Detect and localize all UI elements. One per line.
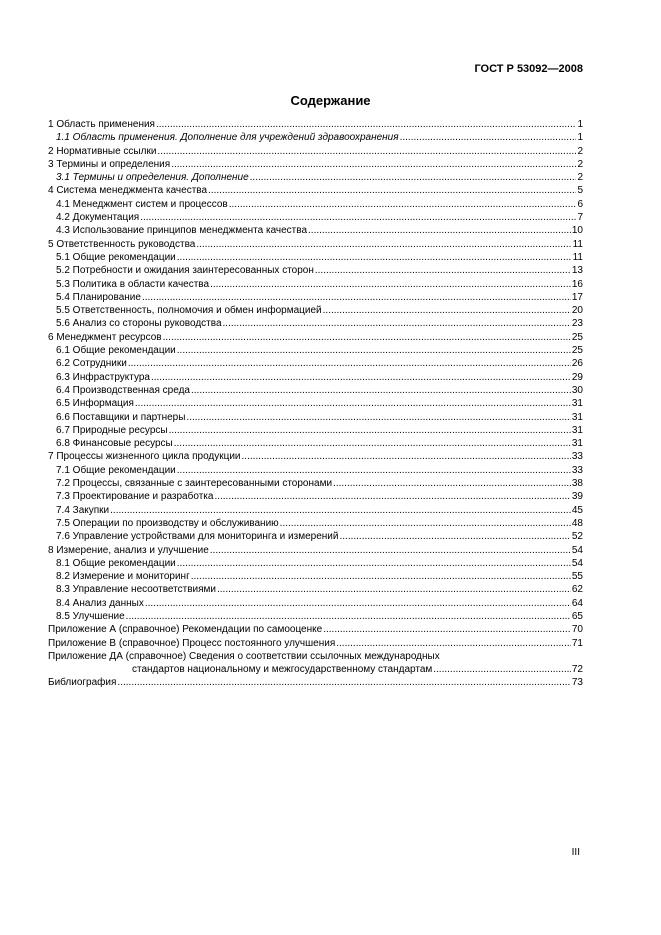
toc-entry-label: 7.4 Закупки [56,504,110,516]
toc-entry[interactable] [48,597,583,610]
toc-leader-dots [229,198,577,211]
toc-leader-dots [169,424,571,437]
toc-leader-dots [223,317,571,330]
toc-leader-dots [315,264,571,277]
toc-entry-page: 38 [571,478,583,490]
toc-entry-label: 6.1 Общие рекомендации [56,345,176,357]
toc-entry-page: 31 [571,424,583,436]
table-of-contents [48,118,583,690]
toc-leader-dots [177,251,572,264]
toc-entry-page: 55 [571,571,583,583]
toc-entry-label: Приложение А (справочное) Рекомендации по самооценке [48,624,323,636]
toc-entry-page: 45 [571,504,583,516]
toc-entry-page: 33 [571,464,583,476]
page-title: Содержание [290,93,371,108]
toc-entry[interactable] [48,357,583,370]
toc-entry-page: 2 [577,145,583,157]
toc-entry-label: 5 Ответственность руководства [48,238,196,250]
toc-entry[interactable] [48,623,583,636]
toc-entry[interactable] [48,251,583,264]
toc-entry[interactable] [48,450,583,463]
toc-entry-label: 7.5 Операции по производству и обслуживанию [56,517,279,529]
toc-entry-label: 8.5 Улучшение [56,610,125,622]
toc-entry-label: 6 Менеджмент ресурсов [48,331,162,343]
toc-entry[interactable] [48,158,583,171]
toc-leader-dots [400,131,577,144]
toc-leader-dots [171,158,576,171]
toc-entry-page: 11 [572,251,583,263]
toc-entry[interactable] [48,437,583,450]
toc-entry-label: 7.1 Общие рекомендации [56,464,176,476]
toc-entry-label: 6.5 Информация [56,398,134,410]
toc-entry[interactable] [48,238,583,251]
toc-entry[interactable] [48,583,583,596]
toc-entry-page: 52 [571,531,583,543]
toc-leader-dots [126,610,571,623]
toc-entry[interactable] [48,145,583,158]
toc-entry-page: 30 [571,384,583,396]
toc-entry-label: 4.1 Менеджмент систем и процессов [56,198,228,210]
toc-entry[interactable] [48,424,583,437]
toc-leader-dots [191,570,571,583]
toc-entry[interactable] [48,411,583,424]
toc-entry-page: 5 [577,185,583,197]
toc-entry[interactable] [48,198,583,211]
toc-leader-dots [110,504,571,517]
toc-leader-dots [174,437,571,450]
toc-leader-dots [210,544,571,557]
toc-entry-page: 1 [577,119,583,130]
toc-leader-dots [156,118,576,131]
toc-entry-label: 3.1 Термины и определения. Дополнение [56,172,249,184]
toc-entry-page: 13 [571,265,583,277]
toc-entry[interactable] [48,131,583,144]
toc-entry[interactable] [48,557,583,570]
toc-entry-label: 8 Измерение, анализ и улучшение [48,544,209,556]
toc-entry[interactable] [48,517,583,530]
toc-leader-dots [117,676,570,689]
toc-entry-appendix-da[interactable] [48,650,583,677]
toc-leader-dots [208,184,576,197]
toc-entry[interactable] [48,610,583,623]
toc-leader-dots [339,530,570,543]
toc-leader-dots [250,171,577,184]
toc-leader-dots [323,304,571,317]
toc-entry-label: 5.3 Политика в области качества [56,278,210,290]
toc-entry-label: 7.6 Управление устройствами для мониторинга и измерений [56,531,339,543]
toc-entry-label: 5.4 Планирование [56,291,141,303]
toc-leader-dots [163,331,571,344]
toc-entry-page: 10 [571,225,583,237]
toc-entry-page: 54 [571,557,583,569]
toc-entry[interactable] [48,397,583,410]
toc-entry-label: 5.2 Потребности и ожидания заинтересованных сторон [56,265,314,277]
toc-entry-page: 39 [571,491,583,503]
toc-leader-dots [177,464,571,477]
toc-entry-page: 64 [571,597,583,609]
toc-entry-page: 73 [571,677,583,689]
toc-entry[interactable] [48,304,583,317]
toc-entry-label: 5.6 Анализ со стороны руководства [56,318,222,330]
toc-entry-label: 3 Термины и определения [48,158,171,170]
toc-entry-label-continued: стандартов национальному и межгосударственному стандартам [132,664,433,676]
document-standard-number: ГОСТ Р 53092—2008 [474,63,583,75]
toc-leader-dots [157,145,576,158]
toc-entry[interactable] [48,384,583,397]
toc-entry-label: 5.5 Ответственность, полномочия и обмен информацией [56,305,322,317]
toc-entry[interactable] [48,504,583,517]
toc-leader-dots [333,477,571,490]
toc-leader-dots [191,384,571,397]
toc-entry-page: 11 [572,238,583,250]
toc-leader-dots [151,371,571,384]
toc-entry-label: 6.7 Природные ресурсы [56,424,168,436]
toc-entry[interactable] [48,118,583,131]
toc-leader-dots [196,238,571,251]
toc-entry-label: 7 Процессы жизненного цикла продукции [48,451,241,463]
toc-entry-label: 5.1 Общие рекомендации [56,251,176,263]
toc-leader-dots [214,490,570,503]
toc-entry-label: 6.4 Производственная среда [56,384,190,396]
toc-entry-label: 6.3 Инфраструктура [56,371,150,383]
toc-entry[interactable] [48,291,583,304]
toc-leader-dots [177,344,571,357]
toc-entry[interactable] [48,530,583,543]
toc-leader-dots [217,583,571,596]
toc-leader-dots [140,211,576,224]
toc-entry-label: 6.8 Финансовые ресурсы [56,438,173,450]
toc-entry-label: Приложение ДА (справочное) Сведения о соответствии ссылочных международных [48,650,440,662]
toc-entry-page: 31 [571,438,583,450]
toc-entry[interactable] [48,171,583,184]
toc-entry[interactable] [48,211,583,224]
toc-entry[interactable] [48,544,583,557]
toc-entry-page: 6 [577,198,583,210]
toc-entry-label: 8.3 Управление несоответствиями [56,584,216,596]
toc-entry-page: 25 [571,345,583,357]
page-number: III [571,847,580,858]
toc-entry-label: 1 Область применения [48,119,155,130]
toc-entry-label: 8.1 Общие рекомендации [56,557,176,569]
toc-entry-label: 6.2 Сотрудники [56,358,127,370]
toc-entry-label: 4.3 Использование принципов менеджмента качества [56,225,308,237]
toc-entry[interactable] [48,464,583,477]
toc-entry-page: 54 [571,544,583,556]
toc-entry[interactable] [48,477,583,490]
toc-entry-page: 1 [577,132,583,144]
toc-leader-dots [210,278,571,291]
toc-entry-page: 7 [577,212,583,224]
toc-entry-page: 26 [571,358,583,370]
toc-entry-label: 7.2 Процессы, связанные с заинтересованными сторонами [56,478,333,490]
toc-entry-page: 65 [571,610,583,622]
toc-entry-label: 4.2 Документация [56,212,140,224]
toc-entry-label: 8.4 Анализ данных [56,597,144,609]
toc-entry-label: Библиография [48,677,117,689]
toc-leader-dots [128,357,571,370]
toc-entry-page: 62 [571,584,583,596]
toc-entry-page: 2 [577,172,583,184]
toc-entry-page: 17 [571,291,583,303]
toc-leader-dots [242,450,571,463]
toc-leader-dots [186,411,570,424]
toc-entry-label: 4 Система менеджмента качества [48,185,208,197]
toc-entry[interactable] [48,224,583,237]
toc-entry-page: 2 [577,158,583,170]
toc-entry-page: 16 [571,278,583,290]
toc-leader-dots [433,663,571,676]
toc-leader-dots [177,557,571,570]
toc-entry-bibliography[interactable] [48,676,583,689]
toc-entry-page: 70 [571,624,583,636]
toc-leader-dots [336,637,571,650]
toc-entry-label: Приложение В (справочное) Процесс постоянного улучшения [48,637,336,649]
toc-leader-dots [280,517,571,530]
toc-leader-dots [142,291,571,304]
toc-entry[interactable] [48,264,583,277]
toc-entry-page: 72 [571,664,583,676]
toc-entry-page: 23 [571,318,583,330]
toc-entry[interactable] [48,317,583,330]
toc-entry[interactable] [48,637,583,650]
toc-entry-page: 33 [571,451,583,463]
toc-entry[interactable] [48,344,583,357]
toc-entry-label: 2 Нормативные ссылки [48,145,157,157]
toc-leader-dots [135,397,571,410]
toc-entry-page: 25 [571,331,583,343]
toc-entry[interactable] [48,371,583,384]
toc-entry[interactable] [48,331,583,344]
toc-entry-label: 8.2 Измерение и мониторинг [56,571,190,583]
toc-entry-label: 7.3 Проектирование и разработка [56,491,214,503]
toc-entry-label: 1.1 Область применения. Дополнение для учреждений здравоохранения [56,132,399,144]
toc-entry-page: 31 [571,398,583,410]
toc-entry-page: 48 [571,517,583,529]
toc-entry-page: 20 [571,305,583,317]
toc-entry[interactable] [48,490,583,503]
toc-entry-page: 71 [571,637,583,649]
toc-entry[interactable] [48,570,583,583]
toc-entry[interactable] [48,184,583,197]
toc-leader-dots [308,224,571,237]
toc-entry-label: 6.6 Поставщики и партнеры [56,411,186,423]
toc-entry-page: 29 [571,371,583,383]
toc-leader-dots [323,623,571,636]
toc-entry-page: 31 [571,411,583,423]
toc-entry[interactable] [48,278,583,291]
toc-leader-dots [145,597,571,610]
